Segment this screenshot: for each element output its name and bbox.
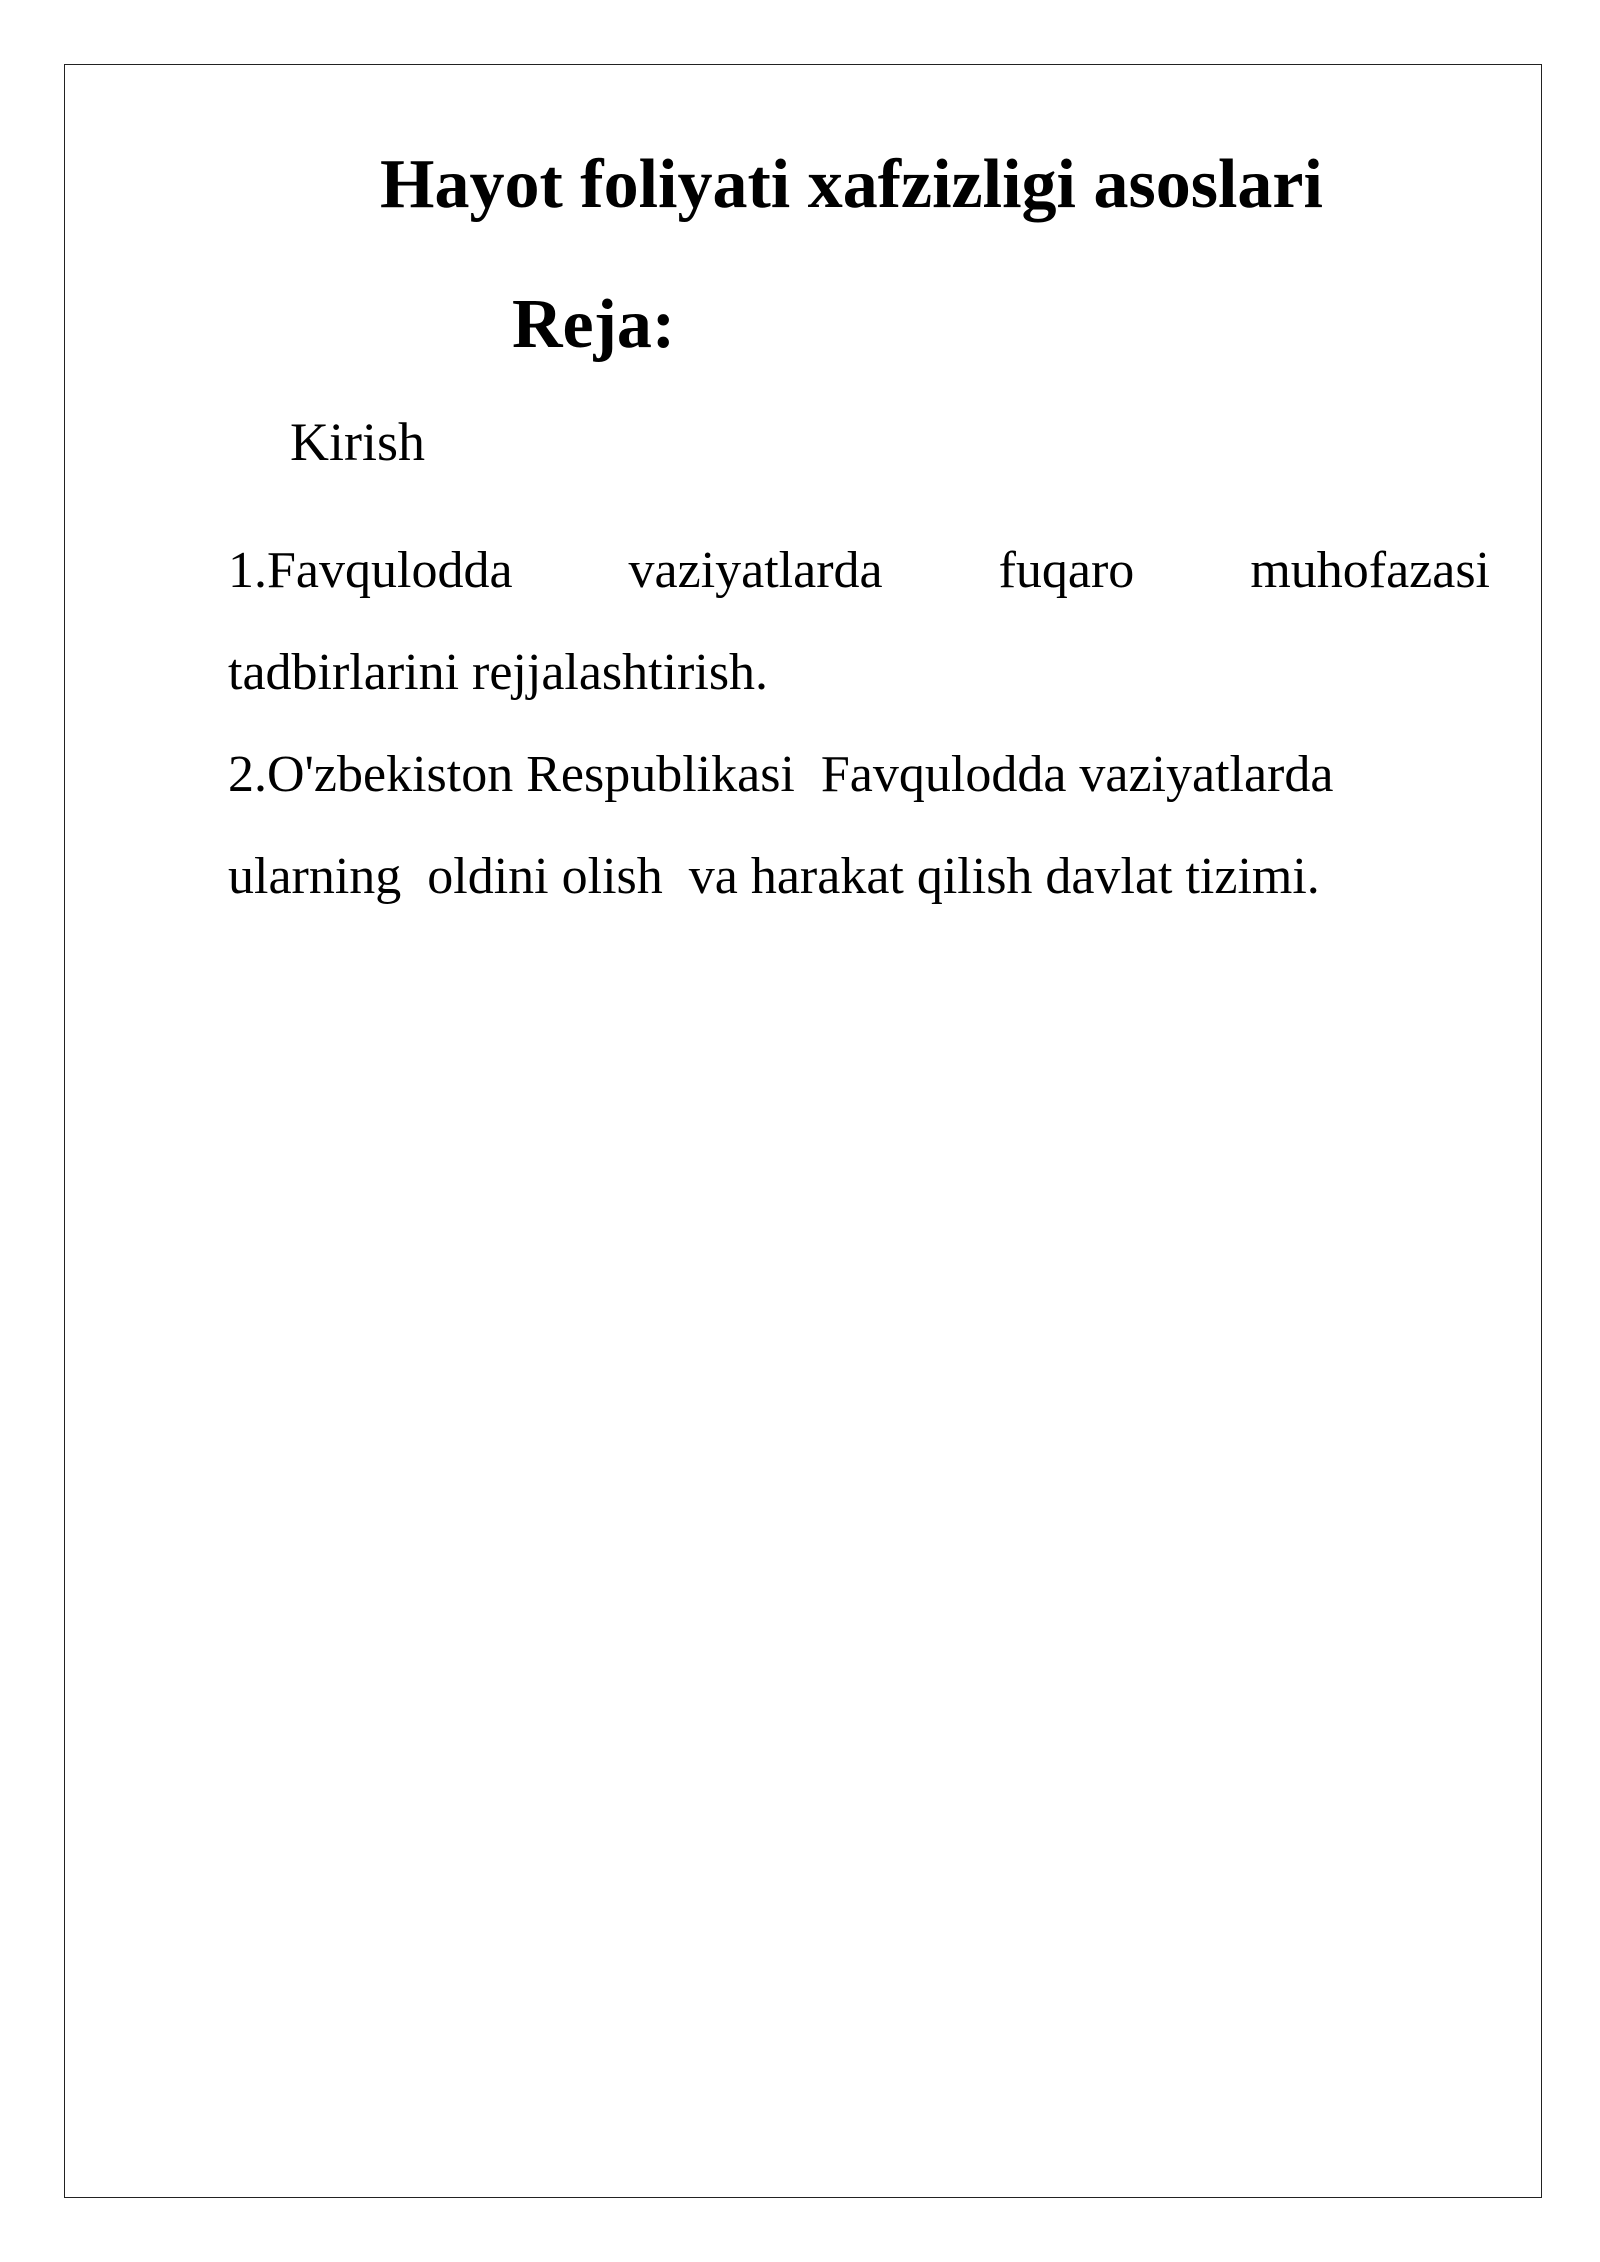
document-title: Hayot foliyati xafzizligi asoslari: [380, 146, 1323, 223]
plan-item-1-line-1: [228, 520, 1490, 622]
page-border: [64, 64, 1542, 2198]
plan-item-1-line-2: tadbirlarini rejjalashtirish.: [228, 644, 769, 701]
plan-item-1-word: fuqaro: [998, 542, 1135, 599]
plan-item-1-word: muhofazasi: [1250, 542, 1490, 599]
plan-item-1-word: vaziyatlarda: [628, 542, 883, 599]
plan-item-1: [228, 520, 1490, 724]
intro-item: Kirish: [290, 412, 425, 472]
plan-heading: Reja:: [512, 286, 676, 363]
plan-list: [228, 520, 1490, 928]
plan-item-2: [228, 724, 1490, 928]
plan-item-2-line-1: 2.O'zbekiston Respublikasi Favqulodda vaziyatlarda: [228, 746, 1334, 803]
plan-item-1-word: 1.Favqulodda: [228, 542, 513, 599]
plan-item-2-line-2: ularning oldini olish va harakat qilish davlat tizimi.: [228, 848, 1320, 905]
